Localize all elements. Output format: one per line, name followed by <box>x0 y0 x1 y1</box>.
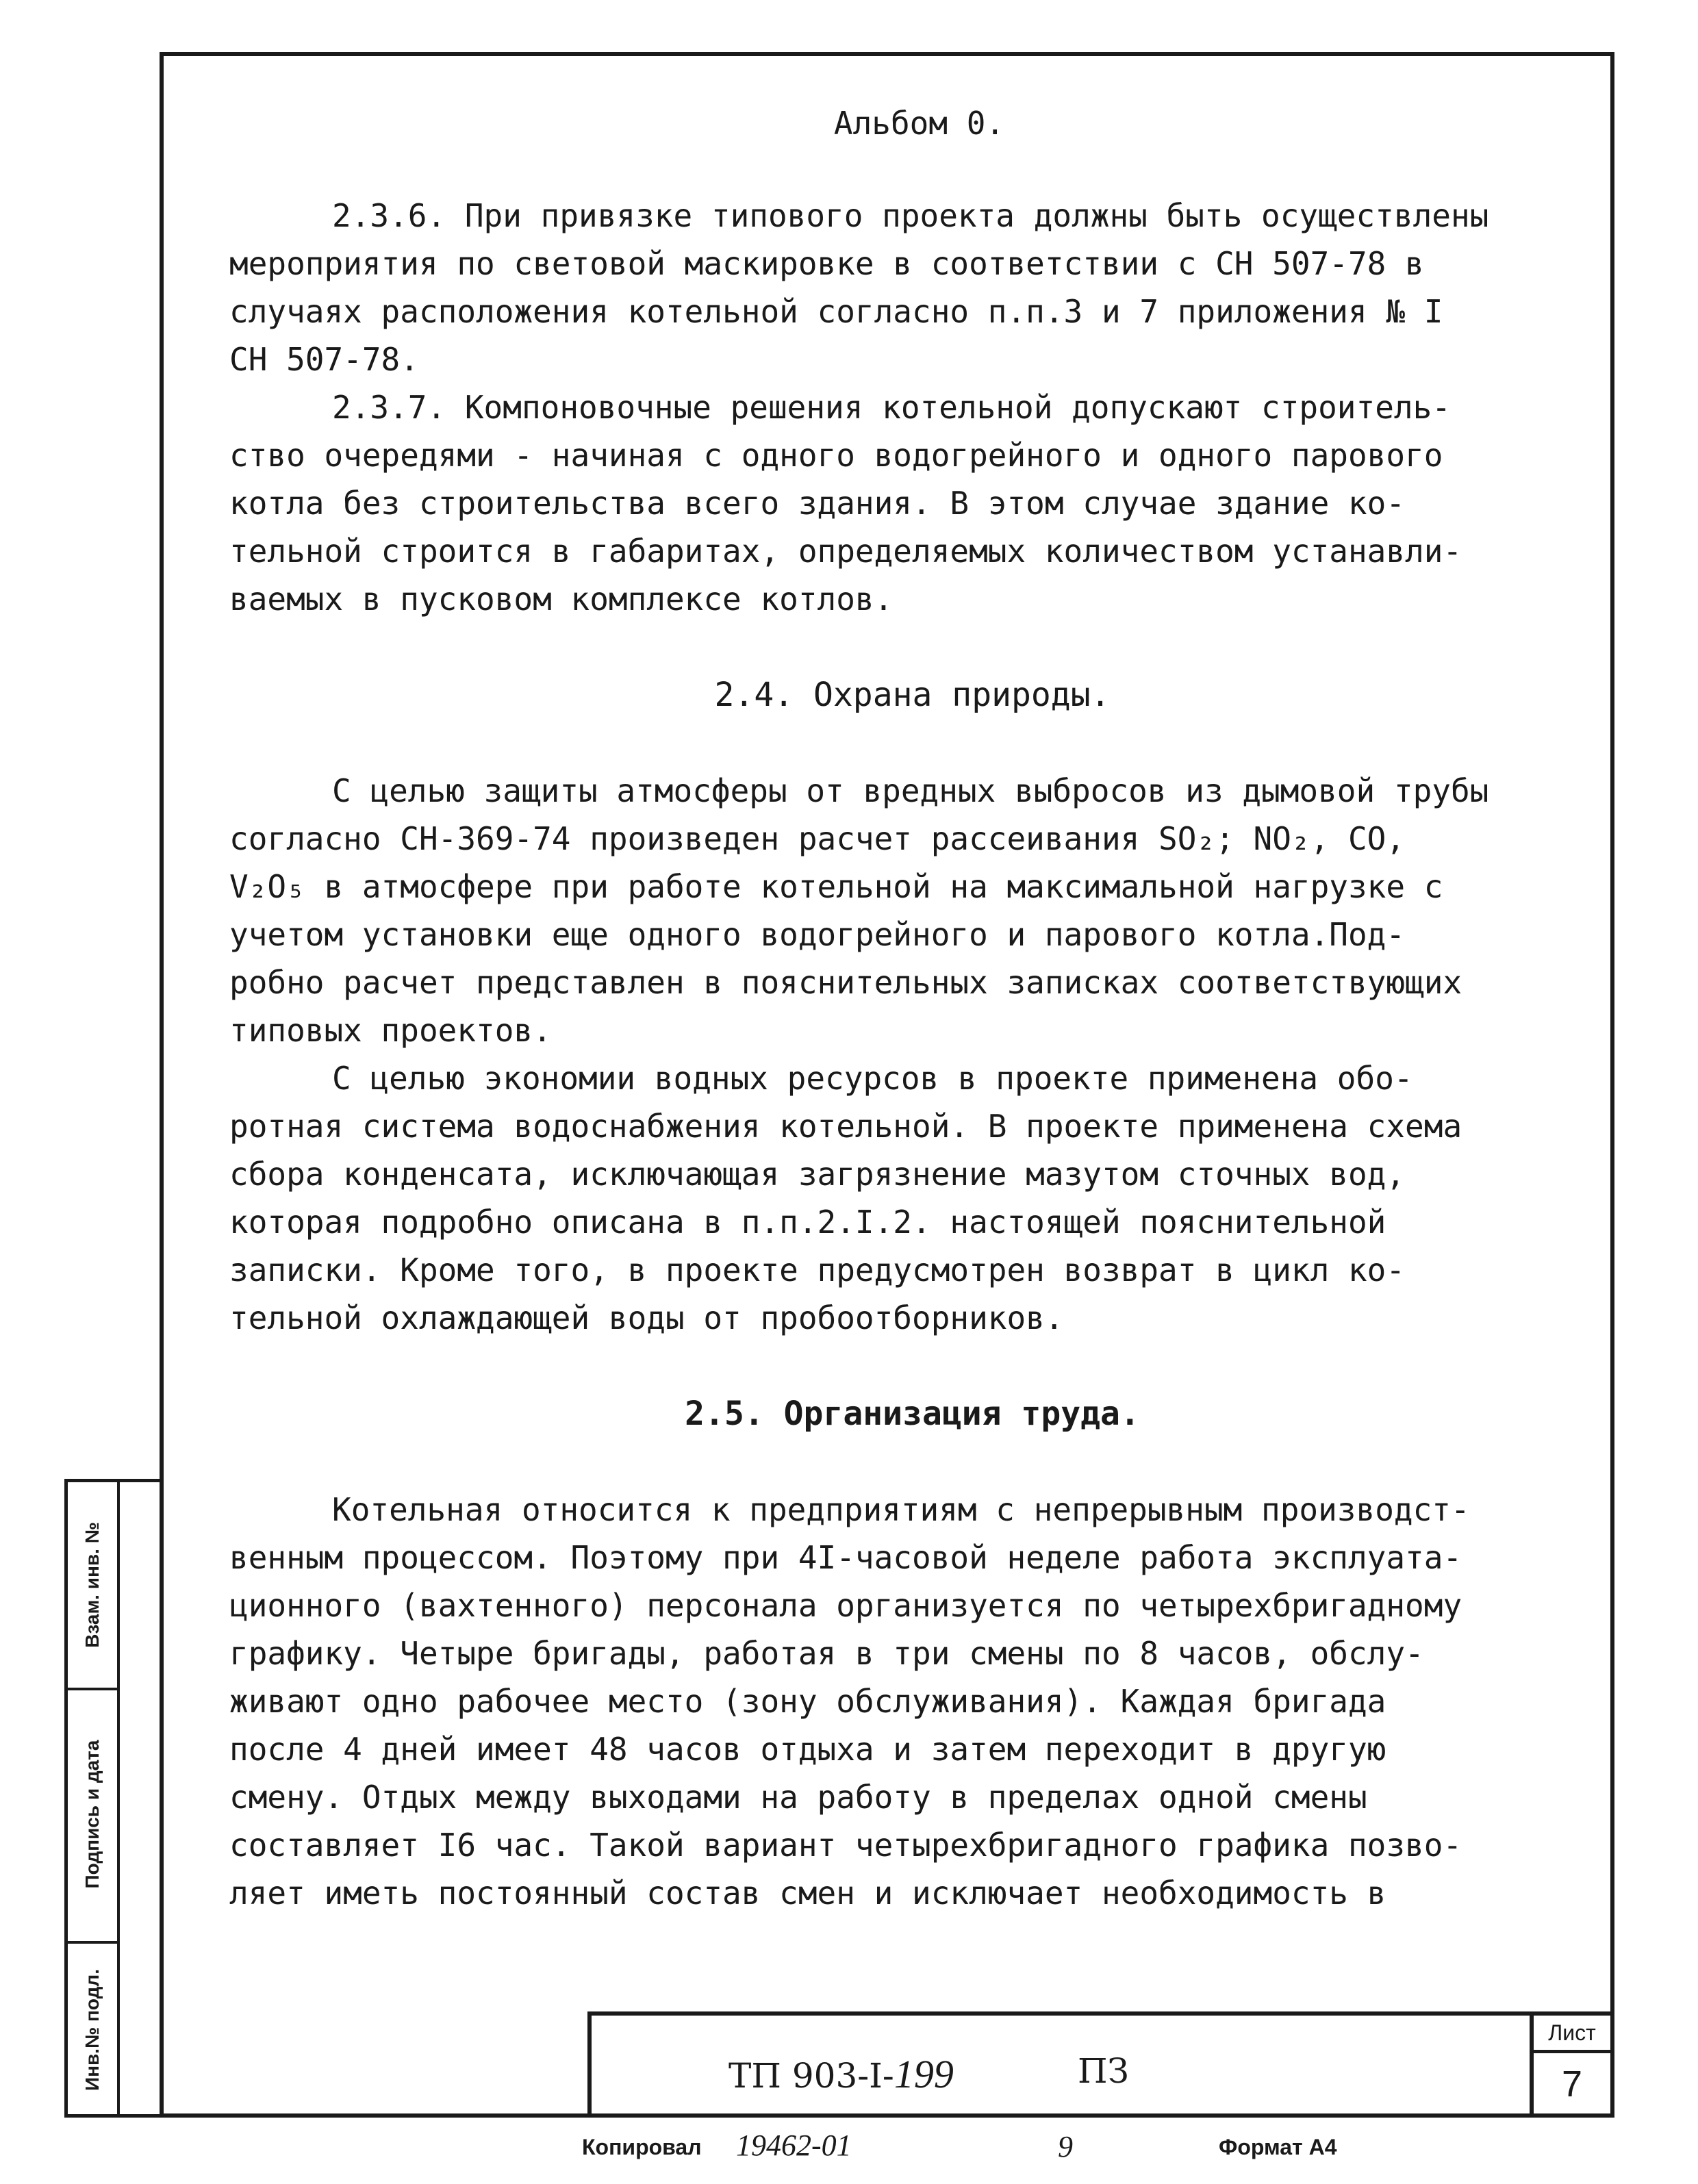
stamp-podpis-data: Подпись и дата <box>81 1740 103 1889</box>
paragraph-2-5: Котельная относится к предприятиям с непрерывным производст- венным процессом. Поэтому при 4I-часовой неделе работа эксплуата- ционного (вахтенного) персонала организуется по четырехбригадному графику. Четыре бригады, работая в три смены по 8 часов, обслу- живают одно рабочее место (зону обслуживания). Каждая бригада после 4 дней имеет 48 часов отдыха и затем переходит в другую смену. Отдых между выходами на работу в пределах одной смены составляет I6 час. Такой вариант четырехбригадного графика позво- ляет иметь постоянный состав смен и исключает необходимость в <box>229 1491 1470 1912</box>
sheet-number: 7 <box>1561 2064 1583 2105</box>
page-mark: 9 <box>1058 2130 1073 2163</box>
heading-2-4: 2.4. Охрана природы. <box>714 676 1111 714</box>
album-title: Альбом 0. <box>833 105 1005 142</box>
stamp-vzam-inv: Взам. инв. № <box>81 1522 103 1648</box>
document-body <box>229 103 1595 1917</box>
paragraph-2-4-air: С целью защиты атмосферы от вредных выбросов из дымовой трубы согласно СН-369-74 произведен расчет рассеивания SO₂; NO₂, CO, V₂O₅ в атмосфере при работе котельной на максимальной нагрузке с учетом установки еще одного водогрейного и парового котла.Под- робно расчет представлен в пояснительных записках соответствующих типовых проектов. <box>229 772 1489 1049</box>
copy-number: 19462-01 <box>736 2129 852 2162</box>
title-block <box>587 2011 1614 2118</box>
margin-stamp <box>64 1479 160 2118</box>
format-label: Формат А4 <box>1219 2135 1337 2159</box>
document-number: 199 <box>894 2052 954 2096</box>
copied-label: Копировал <box>582 2135 702 2159</box>
paragraph-2-4-water: С целью экономии водных ресурсов в проекте применена обо- ротная система водоснабжения котельной. В проекте применена схема сбора конденсата, исключающая загрязнение мазутом сточных вод, которая подробно описана в п.п.2.I.2. настоящей пояснительной записки. Кроме того, в проекте предусмотрен возврат в цикл ко- тельной охлаждающей воды от пробоотборников. <box>229 1060 1462 1336</box>
document-code: ТП 903-I-199 <box>728 2052 954 2096</box>
document-type: ПЗ <box>1078 2051 1129 2091</box>
stamp-inv-podl: Инв.№ подл. <box>81 1968 103 2092</box>
paragraph-2-3-6: 2.3.6. При привязке типового проекта должны быть осуществлены мероприятия по световой маскировке в соответствии с СН 507-78 в случаях расположения котельной согласно п.п.3 и 7 приложения № I СН 507-78. <box>229 197 1489 378</box>
sheet-box <box>1530 2016 1610 2118</box>
heading-2-5: 2.5. Организация труда. <box>685 1395 1140 1433</box>
paragraph-2-3-7: 2.3.7. Компоновочные решения котельной допускают строитель- ство очередями - начиная с одного водогрейного и одного парового котла без строительства всего здания. В этом случае здание ко- тельной строится в габаритах, определяемых количеством устанавли- ваемых в пусковом комплексе котлов. <box>229 389 1462 618</box>
sheet-label: Лист <box>1534 2016 1610 2053</box>
